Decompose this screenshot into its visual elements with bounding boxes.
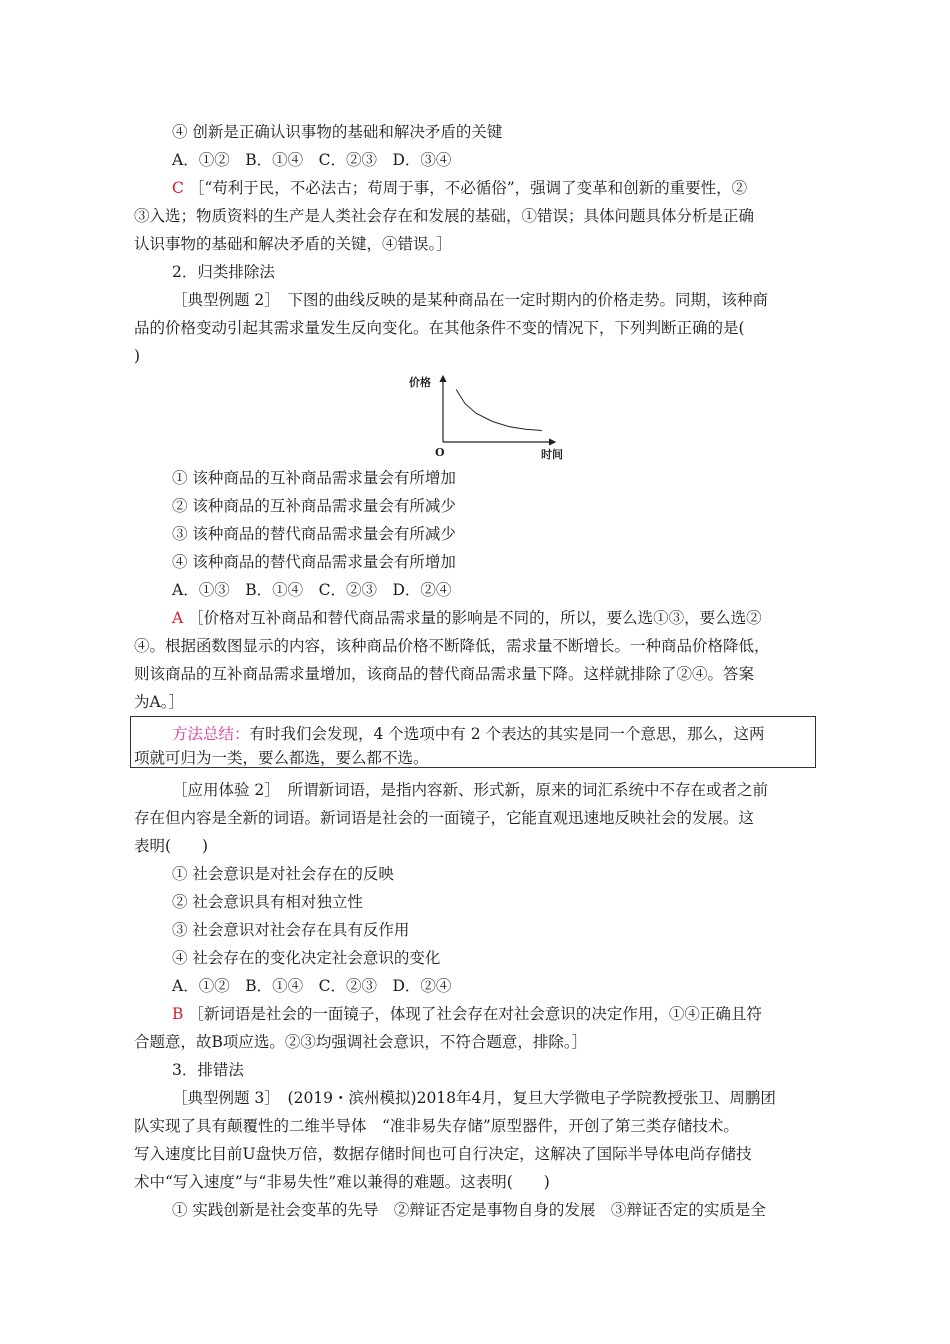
origin-label: O <box>435 446 445 459</box>
y-axis-label: 价格 <box>409 376 431 389</box>
question-stem: ［应用体验 2］ 所谓新词语，是指内容新、形式新，原来的词汇系统中不存在或者之前 <box>172 781 769 799</box>
question-stem: 术中“写入速度”与“非易失性”难以兼得的难题。这表明( ) <box>134 1173 550 1191</box>
answer-choices: A．①② B．①④ C．②③ D．③④ <box>172 151 452 169</box>
option-2: ② 该种商品的互补商品需求量会有所减少 <box>172 497 456 515</box>
option-4: ④ 社会存在的变化决定社会意识的变化 <box>172 949 441 967</box>
explanation-line: 认识事物的基础和解决矛盾的关键，④错误。］ <box>134 235 452 253</box>
explanation-text: ［“苟利于民，不必法古；苟周于事，不必循俗”，强调了变革和创新的重要性，② <box>188 179 748 197</box>
question-stem: 存在但内容是全新的词语。新词语是社会的一面镜子，它能直观迅速地反映社会的发展。这 <box>134 809 755 827</box>
answer-choices: A．①③ B．①④ C．②③ D．②④ <box>172 581 452 599</box>
method-text: 有时我们会发现，4 个选项中有 2 个表达的其实是同一个意思，那么，这两 <box>249 725 765 743</box>
answer-letter: A <box>172 609 184 627</box>
explanation-line: 则该商品的互补商品需求量增加，该商品的替代商品需求量下降。这样就排除了②④。答案 <box>134 665 755 683</box>
question-stem: 队实现了具有颠覆性的二维半导体 “准非易失存储”原型器件，开创了第三类存储技术。 <box>134 1117 739 1135</box>
question-stem: 写入速度比目前U盘快万倍，数据存储时间也可自行决定，这解决了国际半导体电尚存储技 <box>134 1145 752 1163</box>
method-label: 方法总结： <box>172 725 250 743</box>
explanation-text: ［新词语是社会的一面镜子，体现了社会存在对社会意识的决定作用，①④正确且符 <box>188 1005 762 1023</box>
explanation-line: ③入选；物质资料的生产是人类社会存在和发展的基础，①错误；具体问题具体分析是正确 <box>134 207 755 225</box>
option-4: ④ 该种商品的替代商品需求量会有所增加 <box>172 553 456 571</box>
method-summary-line <box>172 724 765 744</box>
explanation-line <box>172 608 762 628</box>
explanation-line: ④。根据函数图显示的内容，该种商品价格不断降低，需求量不断增长。一种商品价格降低， <box>134 637 770 655</box>
price-time-chart <box>405 370 575 462</box>
question-stem: ) <box>134 347 141 365</box>
section-title: 3．排错法 <box>172 1061 244 1079</box>
explanation-line <box>172 178 747 198</box>
answer-letter: C <box>172 179 184 197</box>
method-summary-line: 项就可归为一类，要么都选，要么都不选。 <box>134 749 429 767</box>
option-2: ② 社会意识具有相对独立性 <box>172 893 363 911</box>
answer-choices: A．①② B．①④ C．②③ D．②④ <box>172 977 452 995</box>
price-curve <box>456 390 542 431</box>
explanation-line <box>172 1004 762 1024</box>
explanation-line: 为A。］ <box>134 693 184 711</box>
x-axis-label: 时间 <box>541 448 563 461</box>
option-1: ① 社会意识是对社会存在的反映 <box>172 865 394 883</box>
option-4: ④ 创新是正确认识事物的基础和解决矛盾的关键 <box>172 123 503 141</box>
question-stem: 品的价格变动引起其需求量发生反向变化。在其他条件不变的情况下，下列判断正确的是( <box>134 319 745 337</box>
option-3: ③ 社会意识对社会存在具有反作用 <box>172 921 410 939</box>
option-3: ③ 该种商品的替代商品需求量会有所减少 <box>172 525 456 543</box>
explanation-text: ［价格对互补商品和替代商品需求量的影响是不同的，所以，要么选①③，要么选② <box>188 609 762 627</box>
question-stem: ［典型例题 3］ (2019・滨州模拟)2018年4月，复旦大学微电子学院教授张卫、周鹏团 <box>172 1089 776 1107</box>
answer-letter: B <box>172 1005 184 1023</box>
question-stem: 表明( ) <box>134 837 209 855</box>
option-1: ① 该种商品的互补商品需求量会有所增加 <box>172 469 456 487</box>
section-title: 2．归类排除法 <box>172 263 275 281</box>
option-line: ① 实践创新是社会变革的先导 ②辩证否定是事物自身的发展 ③辩证否定的实质是全 <box>172 1201 766 1219</box>
question-stem: ［典型例题 2］ 下图的曲线反映的是某种商品在一定时期内的价格走势。同期，该种商 <box>172 291 769 309</box>
explanation-line: 合题意，故B项应选。②③均强调社会意识，不符合题意，排除。］ <box>134 1033 588 1051</box>
